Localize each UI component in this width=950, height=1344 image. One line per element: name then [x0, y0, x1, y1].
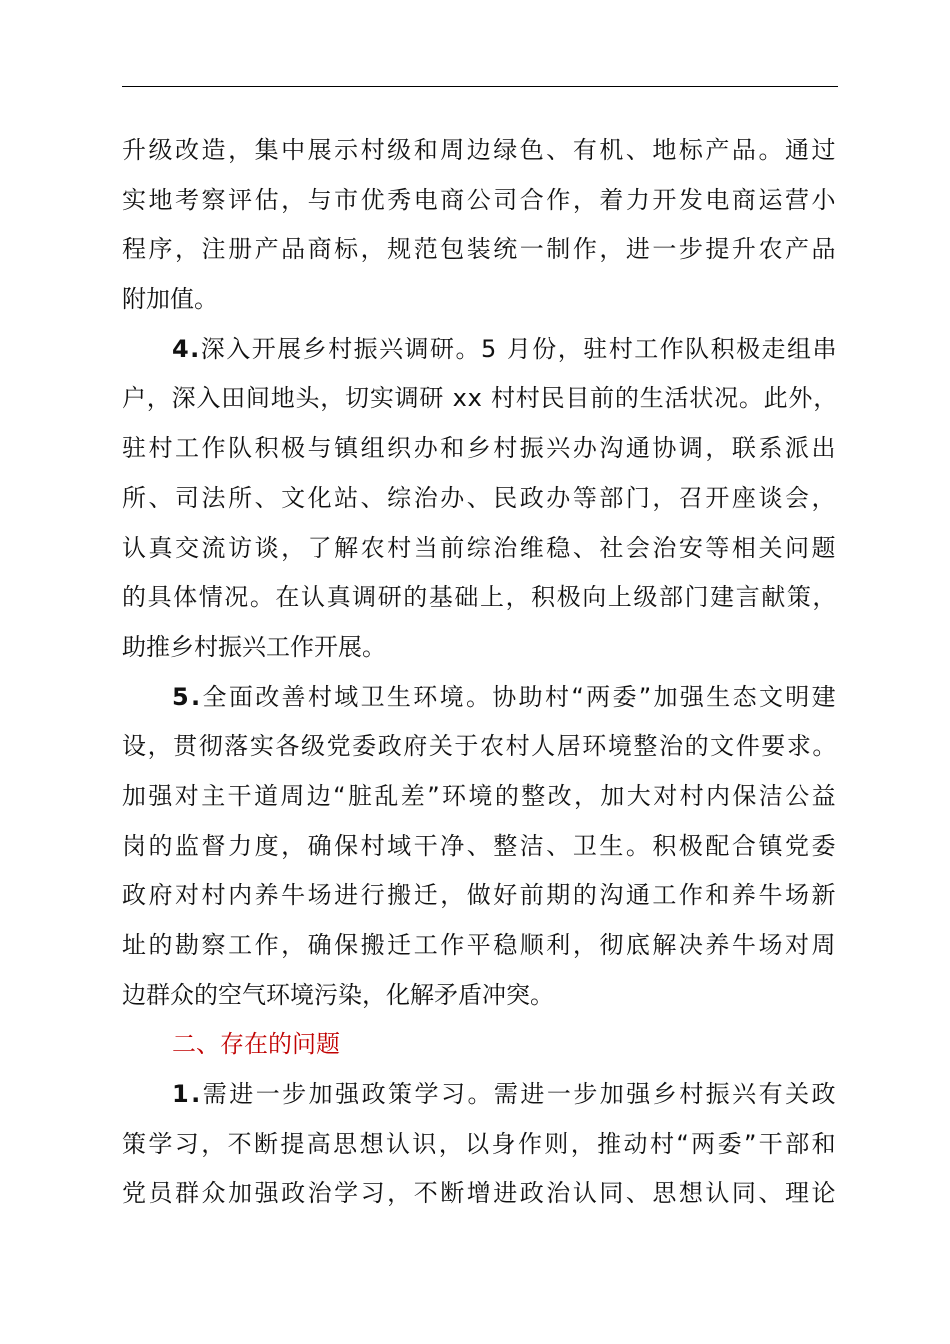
text-line: 加强对主干道周边“脏乱差”环境的整改，加大对村内保洁公益 [122, 781, 838, 810]
text-line: 户，深入田间地头，切实调研 xx 村村民目前的生活状况。此外， [122, 384, 838, 413]
text-line: 附加值。 [122, 285, 218, 314]
paragraph-4-first-line [122, 325, 838, 375]
text-line: 需进一步加强政策学习。需进一步加强乡村振兴有关政 [202, 1080, 838, 1109]
item-number: 4. [172, 334, 201, 363]
text-line: 边群众的空气环境污染，化解矛盾冲突。 [122, 980, 554, 1009]
paragraph-1-first-line [122, 1070, 838, 1120]
text-line: 驻村工作队积极与镇组织办和乡村振兴办沟通协调，联系派出 [122, 434, 838, 463]
text-line: 设，贯彻落实各级党委政府关于农村人居环境整治的文件要求。 [122, 732, 838, 761]
item-number: 1. [172, 1080, 203, 1109]
header-rule [122, 86, 838, 87]
text-line: 址的勘察工作，确保搬迁工作平稳顺利，彻底解决养牛场对周 [122, 931, 838, 959]
section-heading: 二、存在的问题 [172, 1030, 340, 1059]
text-line: 的具体情况。在认真调研的基础上，积极向上级部门建言献策， [122, 583, 838, 612]
text-line: 全面改善村域卫生环境。协助村“两委”加强生态文明建 [202, 682, 838, 711]
text-line: 实地考察评估，与市优秀电商公司合作，着力开发电商运营小 [122, 185, 838, 214]
text-line: 政府对村内养牛场进行搬迁，做好前期的沟通工作和养牛场新 [122, 881, 838, 910]
text-line: 升级改造，集中展示村级和周边绿色、有机、地标产品。通过 [122, 136, 838, 164]
text-line: 党员群众加强政治学习，不断增进政治认同、思想认同、理论 [122, 1179, 838, 1208]
paragraph-5-first-line [122, 673, 838, 723]
text-line: 岗的监督力度，确保村域干净、整洁、卫生。积极配合镇党委 [122, 831, 838, 860]
text-line: 程序，注册产品商标，规范包装统一制作，进一步提升农产品 [122, 235, 838, 264]
text-line: 深入开展乡村振兴调研。5 月份，驻村工作队积极走组串 [200, 334, 838, 363]
item-number: 5. [172, 682, 203, 711]
text-line: 所、司法所、文化站、综治办、民政办等部门，召开座谈会， [122, 483, 838, 512]
text-line: 助推乡村振兴工作开展。 [122, 632, 386, 661]
document-body [122, 126, 838, 1219]
text-line: 认真交流访谈，了解农村当前综治维稳、社会治安等相关问题 [122, 533, 838, 562]
text-line: 策学习，不断提高思想认识，以身作则，推动村“两委”干部和 [122, 1129, 838, 1158]
